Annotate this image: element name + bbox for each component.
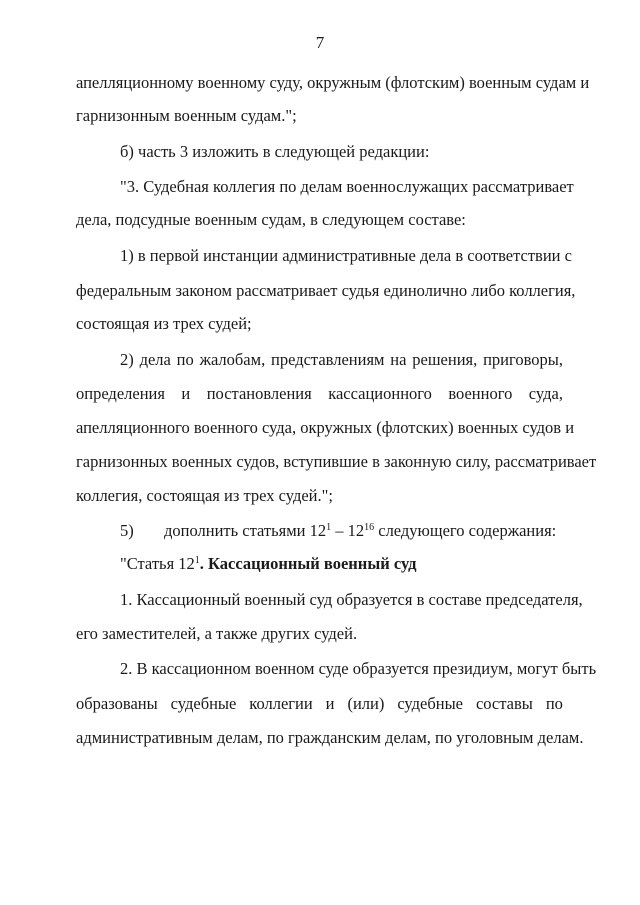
superscript: 1 bbox=[326, 522, 332, 533]
text-line bbox=[76, 73, 590, 93]
word: (или) bbox=[347, 694, 385, 713]
word: судебные bbox=[170, 694, 237, 713]
word: суда, bbox=[528, 384, 563, 403]
list-number: 5) bbox=[120, 521, 134, 540]
word: определения bbox=[76, 384, 165, 403]
superscript: 1 bbox=[194, 555, 200, 566]
text-line: гарнизонных военных судов, вступившие в законную силу, рассматривает bbox=[76, 452, 597, 471]
word: составы bbox=[475, 694, 533, 713]
text-line bbox=[76, 694, 563, 714]
word: судебные bbox=[397, 694, 463, 713]
word: и bbox=[325, 694, 335, 713]
text-line: б) часть 3 изложить в следующей редакции: bbox=[120, 142, 430, 161]
text-line: дела, подсудные военным судам, в следующем составе: bbox=[76, 210, 466, 229]
word: кассационного bbox=[328, 384, 432, 403]
text-segment: апелляционному военному суду, окружным (флотским) военным судам и bbox=[76, 73, 590, 92]
superscript: 16 bbox=[364, 522, 375, 533]
word: по bbox=[545, 694, 563, 713]
text-line: 2. В кассационном военном суде образуется президиум, могут быть bbox=[120, 659, 597, 678]
text-segment: – 12 bbox=[331, 521, 365, 540]
article-title: Кассационный военный суд bbox=[208, 554, 417, 573]
text-line: 2) дела по жалобам, представлениям на решения, приговоры, bbox=[120, 350, 563, 369]
text-line bbox=[76, 384, 563, 404]
text-line: административным делам, по гражданским делам, по уголовным делам. bbox=[76, 728, 584, 747]
text-line: состоящая из трех судей; bbox=[76, 314, 252, 333]
text-line bbox=[120, 521, 556, 541]
text-segment: следующего содержания: bbox=[374, 521, 557, 540]
text-line: коллегия, состоящая из трех судей."; bbox=[76, 486, 333, 505]
word: коллегии bbox=[249, 694, 313, 713]
word: военного bbox=[448, 384, 513, 403]
text-segment: дополнить статьями 12 bbox=[164, 521, 327, 540]
text-segment: . bbox=[199, 554, 209, 573]
page-number: 7 bbox=[315, 33, 325, 52]
word: образованы bbox=[76, 694, 158, 713]
article-heading bbox=[120, 554, 417, 574]
text-line: апелляционного военного суда, окружных (флотских) военных судов и bbox=[76, 418, 575, 437]
text-segment: "Статья 12 bbox=[120, 554, 195, 573]
text-line: федеральным законом рассматривает судья единолично либо коллегия, bbox=[76, 281, 576, 300]
text-line: гарнизонным военным судам."; bbox=[76, 106, 297, 125]
word: постановления bbox=[206, 384, 312, 403]
word: и bbox=[181, 384, 191, 403]
text-line: его заместителей, а также других судей. bbox=[76, 624, 358, 643]
text-line: 1) в первой инстанции административные дела в соответствии с bbox=[120, 246, 572, 265]
text-line: "3. Судебная коллегия по делам военнослужащих рассматривает bbox=[120, 177, 574, 196]
text-line: 1. Кассационный военный суд образуется в составе председателя, bbox=[120, 590, 583, 609]
